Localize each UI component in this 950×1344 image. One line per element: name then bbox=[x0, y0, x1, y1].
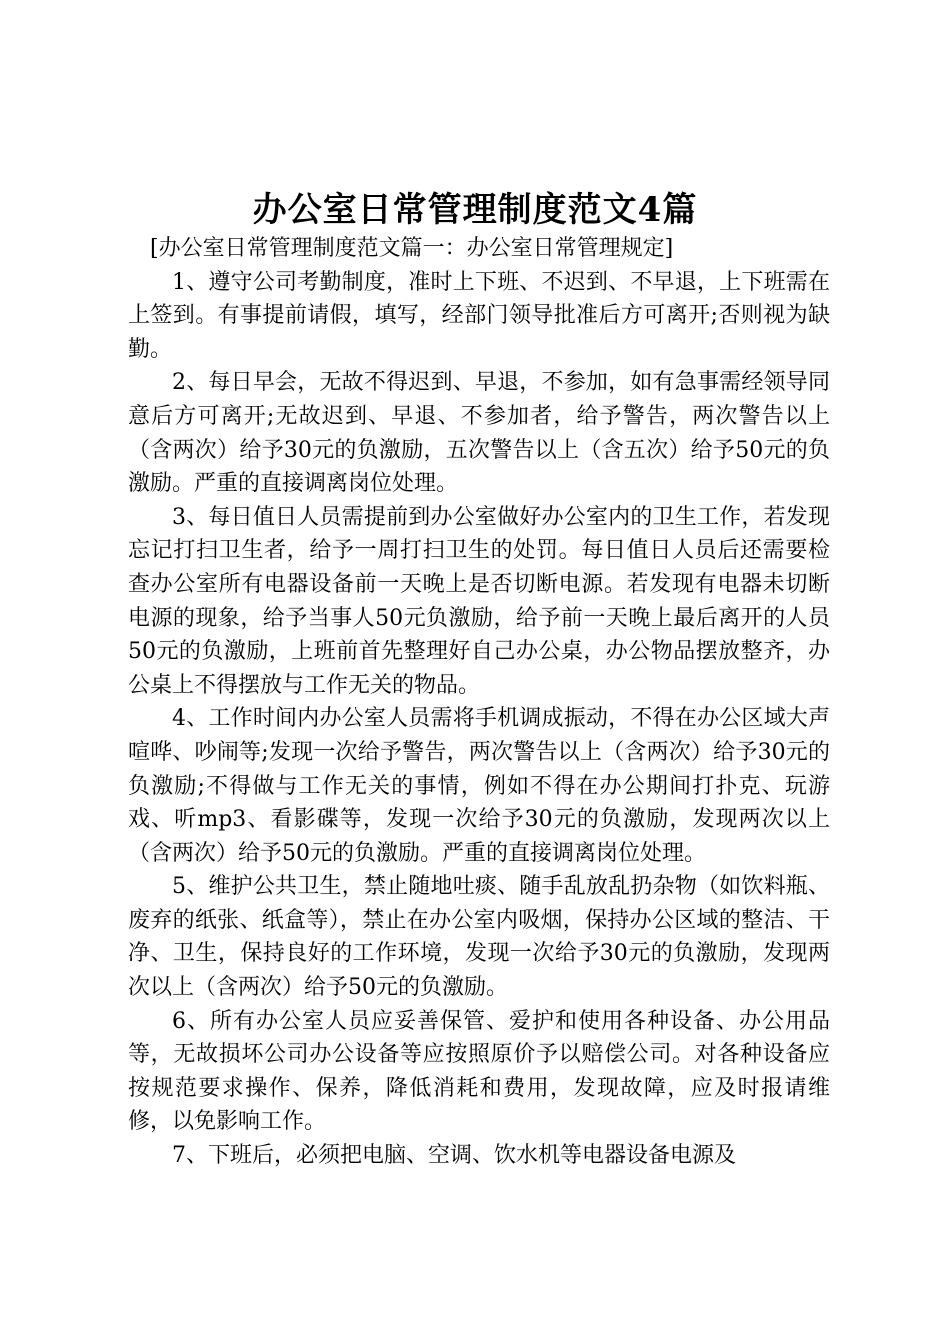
paragraph-3: 3、每日值日人员需提前到办公室做好办公室内的卫生工作，若发现忘记打扫卫生者，给予一周打扫卫生的处罚。每日值日人员后还需要检查办公室所有电器设备前一天晚上是否切断电源。若发现有电器未切断电源的现象，给予当事人50元负激励，给予前一天晚上最后离开的人员50元的负激励，上班前首先整理好自己办公桌，办公物品摆放整齐，办公桌上不得摆放与工作无关的物品。 bbox=[128, 504, 830, 698]
document-title: 办公室日常管理制度范文4篇 bbox=[252, 190, 698, 230]
section-subtitle: [办公室日常管理制度范文篇一：办公室日常管理规定] bbox=[150, 236, 674, 261]
paragraph-6: 6、所有办公室人员应妥善保管、爱护和使用各种设备、办公用品等，无故损坏公司办公设备等应按照原价予以赔偿公司。对各种设备应按规范要求操作、保养，降低消耗和费用，发现故障，应及时报请维修，以免影响工作。 bbox=[128, 1008, 830, 1135]
paragraph-5: 5、维护公共卫生，禁止随地吐痰、随手乱放乱扔杂物（如饮料瓶、废弃的纸张、纸盒等），禁止在办公室内吸烟，保持办公区域的整洁、干净、卫生，保持良好的工作环境，发现一次给予30元的负激励，发现两次以上（含两次）给予50元的负激励。 bbox=[128, 874, 830, 1001]
paragraph-7: 7、下班后，必须把电脑、空调、饮水机等电器设备电源及 bbox=[172, 1143, 736, 1169]
document-body bbox=[128, 232, 830, 1173]
paragraph-2: 2、每日早会，无故不得迟到、早退，不参加，如有急事需经领导同意后方可离开;无故迟到、早退、不参加者，给予警告，两次警告以上（含两次）给予30元的负激励，五次警告以上（含五次）给予50元的负激励。严重的直接调离岗位处理。 bbox=[128, 370, 830, 497]
paragraph-4: 4、工作时间内办公室人员需将手机调成振动，不得在办公区域大声喧哗、吵闹等;发现一次给予警告，两次警告以上（含两次）给予30元的负激励;不得做与工作无关的事情，例如不得在办公期间打扑克、玩游戏、听mp3、看影碟等，发现一次给予30元的负激励，发现两次以上（含两次）给予50元的负激励。严重的直接调离岗位处理。 bbox=[128, 706, 830, 866]
paragraph-1: 1、遵守公司考勤制度，准时上下班、不迟到、不早退，上下班需在上签到。有事提前请假，填写，经部门领导批准后方可离开;否则视为缺勤。 bbox=[128, 269, 830, 362]
